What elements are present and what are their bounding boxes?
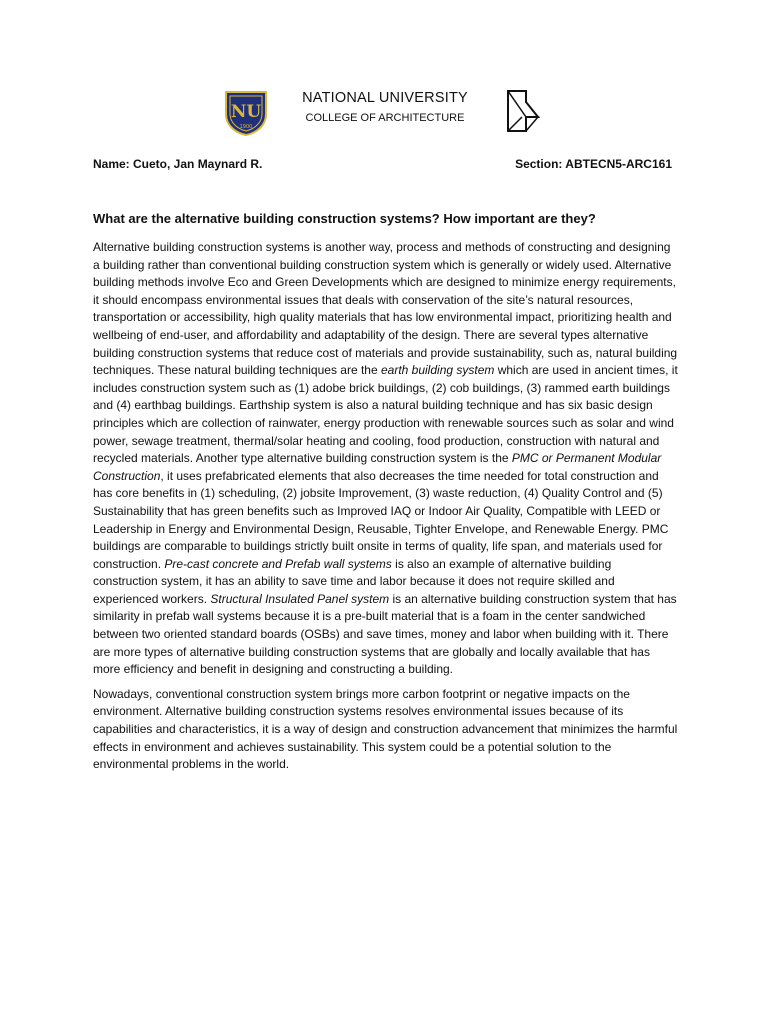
paragraph-1-part-5: is an alternative building construction system that has similarity in prefab wall systems because it is a pre-built material that is a foam in the center sandwiched between two oriented standard boards (OSBs) and save times, money and labor when building with it. There are more types of alternative building construction systems that are globally and locally available that has more efficiency and benefit in designing and constructing a building. (93, 591, 677, 677)
term-sip: Structural Insulated Panel system (210, 591, 390, 606)
paragraph-1-part-3: , it uses prefabricated elements that also decreases the time needed for total construction and has core benefits in (1) scheduling, (2) jobsite Improvement, (3) waste reduction, (4) Quality Control and (5) Sustainability that has green benefits such as Improved IAQ or Indoor Air Quality, Compatible with LEED or Leadership in Energy and Environmental Design, Reusable, Tighter Envelope, and Renewable Energy. PMC buildings are comparable to buildings strictly built onsite in terms of quality, life span, and materials used for construction. (93, 468, 669, 571)
university-seal-icon (222, 88, 270, 136)
architecture-emblem-icon (502, 88, 542, 134)
college-name: COLLEGE OF ARCHITECTURE (305, 112, 465, 124)
header-titles (280, 90, 490, 124)
student-section: Section: ABTECN5-ARC161 (515, 157, 672, 171)
paragraph-1-part-2: which are used in ancient times, it includes construction system such as (1) adobe brick buildings, (2) cob buildings, (3) rammed earth buildings and (4) earthbag buildings. Earthship system is also a natural building technique and has six basic design principles which are collection of rainwater, energy production with renewable sources such as solar and wind power, sewage treatment, thermal/solar heating and cooling, food production, construction with natural and recycled materials. Another type alternative building construction system is the (93, 363, 678, 466)
paragraph-2: Nowadays, conventional construction system brings more carbon footprint or negative impacts on the environment. Alternative building construction systems resolves environmental issues because of its capabilities and characteristics, it is a way of design and construction advancement that minimizes the harmful effects in environment and achieves sustainability. This system could be a potential solution to the environmental problems in the world. (93, 686, 678, 772)
term-precast-prefab: Pre-cast concrete and Prefab wall systems (164, 556, 392, 571)
term-earth-building-system: earth building system (380, 363, 495, 378)
essay-body (93, 239, 678, 781)
term-pmc: PMC or Permanent Modular Construction (93, 451, 662, 483)
seal-year: 1900 (239, 124, 253, 130)
paragraph-1-part-4: is also an example of alternative building construction system, it has an ability to save time and labor because it does not require skilled and experienced workers. (93, 556, 615, 606)
essay-question: What are the alternative building construction systems? How important are they? (93, 211, 596, 226)
svg-text:NU: NU (230, 102, 262, 122)
paragraph-1 (93, 239, 678, 679)
student-name: Name: Cueto, Jan Maynard R. (93, 157, 263, 171)
paragraph-1-part-1: Alternative building construction systems is another way, process and methods of constructing and designing a building rather than conventional building construction system which is generally or widely used. Alternative building methods involve Eco and Green Developments which are designed to minimize energy requirements, it should encompass environmental issues that deals with conservation of the site’s natural resources, transportation or accessibility, high quality materials that has low environmental impact, prioritizing health and wellbeing of end-user, and affordability and adaptability of the design. There are several types alternative building construction systems that reduce cost of materials and provide sustainability, such as, natural building techniques. These natural building techniques are the (93, 240, 678, 378)
university-name: NATIONAL UNIVERSITY (302, 90, 468, 106)
